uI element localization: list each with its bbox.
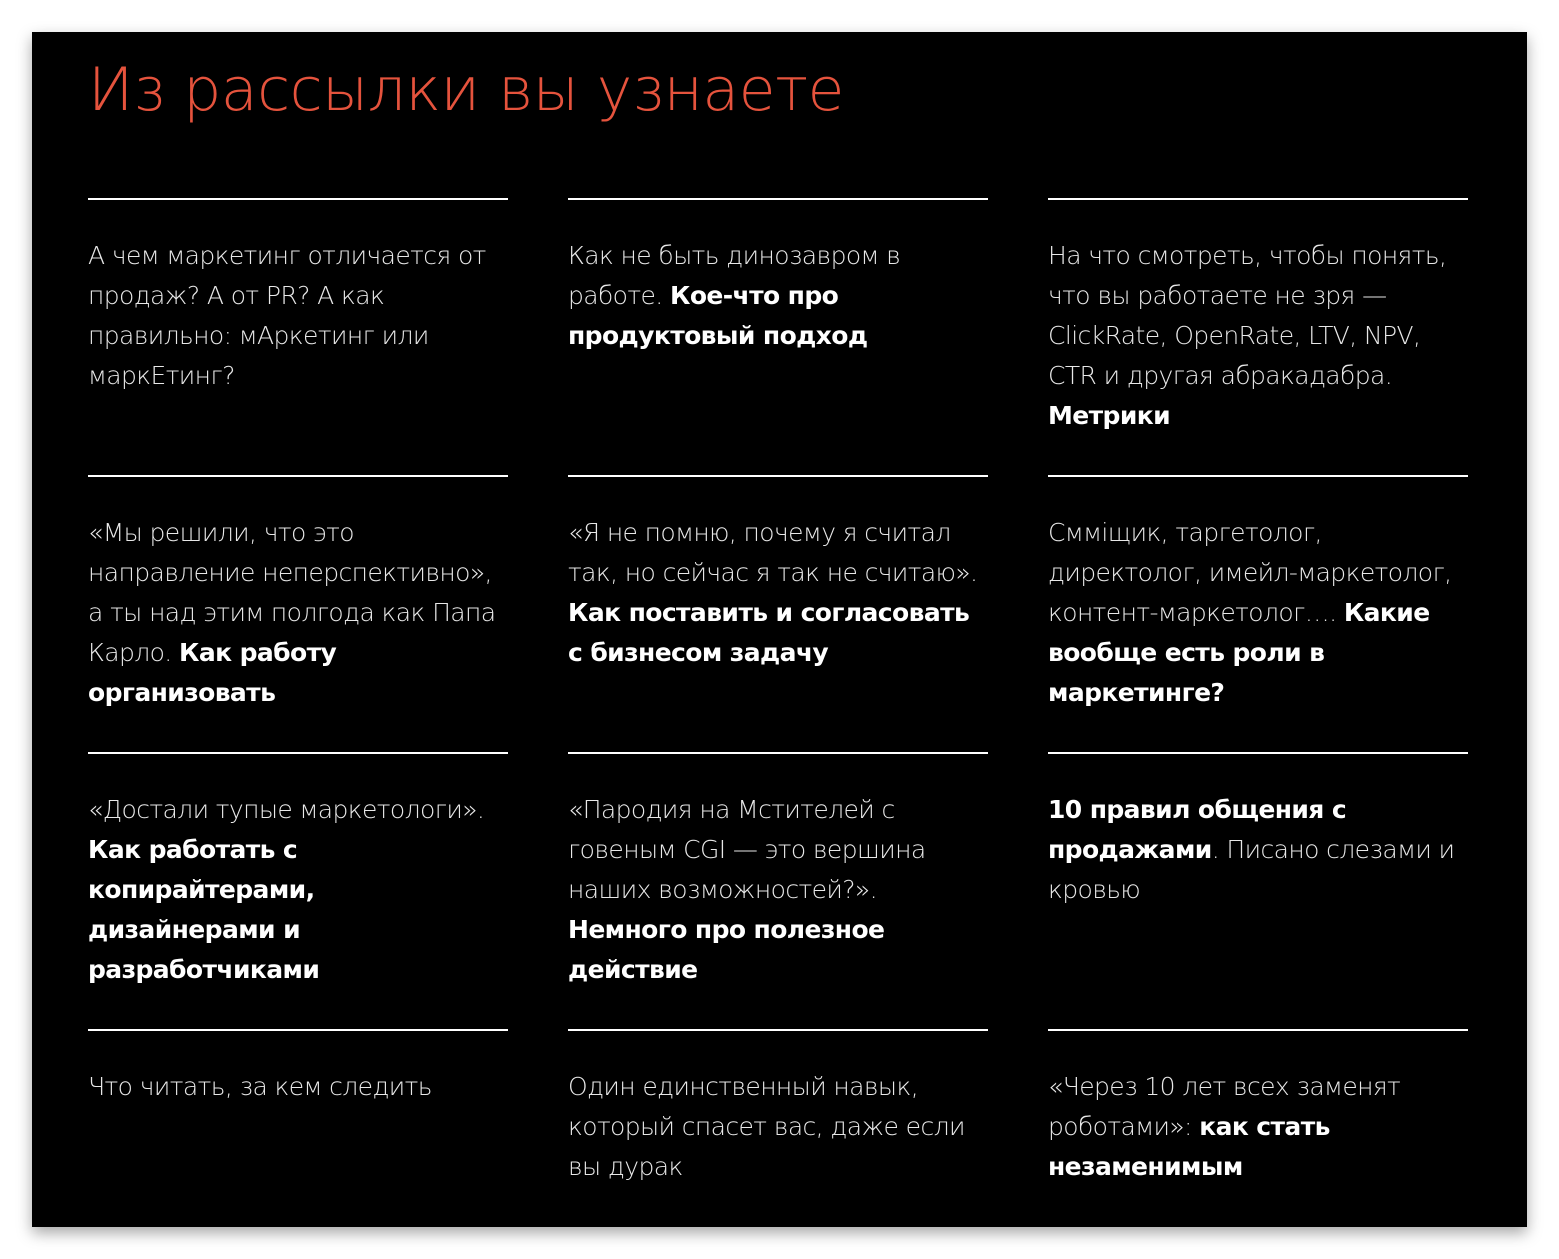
topic-highlight: Как работать с копирайтерами, дизайнерами и разработчиками	[88, 835, 320, 984]
topic-item	[1048, 198, 1468, 475]
topic-item	[88, 1029, 508, 1227]
topic-text: «Я не помню, почему я считал так, но сейчас я так не считаю».	[568, 518, 978, 587]
topic-highlight: Как поставить и согласовать с бизнесом задачу	[568, 598, 970, 667]
topic-text: А чем маркетинг отличается от продаж? А от PR? А как правильно: мАркетинг или маркЕтинг?	[88, 241, 486, 390]
newsletter-topics-panel	[32, 32, 1527, 1227]
topic-highlight: 10 правил общения с продажами	[1048, 795, 1347, 864]
topic-highlight: Немного про полезное действие	[568, 915, 885, 984]
topic-text: Как не быть динозавром в работе.	[568, 241, 901, 310]
topic-item	[1048, 475, 1468, 752]
topic-highlight: как стать незаменимым	[1048, 1112, 1330, 1181]
topic-text: Что читать, за кем следить	[88, 1072, 432, 1101]
section-title: Из рассылки вы узнаете	[88, 55, 844, 125]
topic-text: «Через 10 лет всех заменят роботами»:	[1048, 1072, 1401, 1141]
topic-item	[88, 475, 508, 752]
topic-highlight: Метрики	[1048, 401, 1171, 430]
topic-text: «Пародия на Мстителей с говеным CGI — это вершина наших возможностей?».	[568, 795, 926, 904]
topic-item	[568, 1029, 988, 1227]
topic-text: Смміщик, таргетолог, директолог, имейл-маркетолог, контент-маркетолог….	[1048, 518, 1452, 627]
topic-highlight: Кое-что про продуктовый подход	[568, 281, 868, 350]
topic-item	[88, 752, 508, 1029]
topic-item	[1048, 1029, 1468, 1227]
topic-item	[568, 475, 988, 752]
topic-text: На что смотреть, чтобы понять, что вы работаете не зря — ClickRate, OpenRate, LTV, NPV, CTR и другая абракадабра.	[1048, 241, 1447, 390]
topic-text: . Писано слезами и кровью	[1048, 835, 1455, 904]
topic-highlight: Какие вообще есть роли в маркетинге?	[1048, 598, 1430, 707]
topic-text: «Достали тупые маркетологи».	[88, 795, 485, 824]
topic-item	[88, 198, 508, 475]
topic-item	[1048, 752, 1468, 1029]
topic-text: Один единственный навык, который спасет вас, даже если вы дурак	[568, 1072, 965, 1181]
topic-item	[568, 752, 988, 1029]
topic-text: «Мы решили, что это направление неперспективно», а ты над этим полгода как Папа Карло.	[88, 518, 496, 667]
topic-highlight: Как работу организовать	[88, 638, 337, 707]
topics-grid	[88, 198, 1468, 1227]
topic-item	[568, 198, 988, 475]
